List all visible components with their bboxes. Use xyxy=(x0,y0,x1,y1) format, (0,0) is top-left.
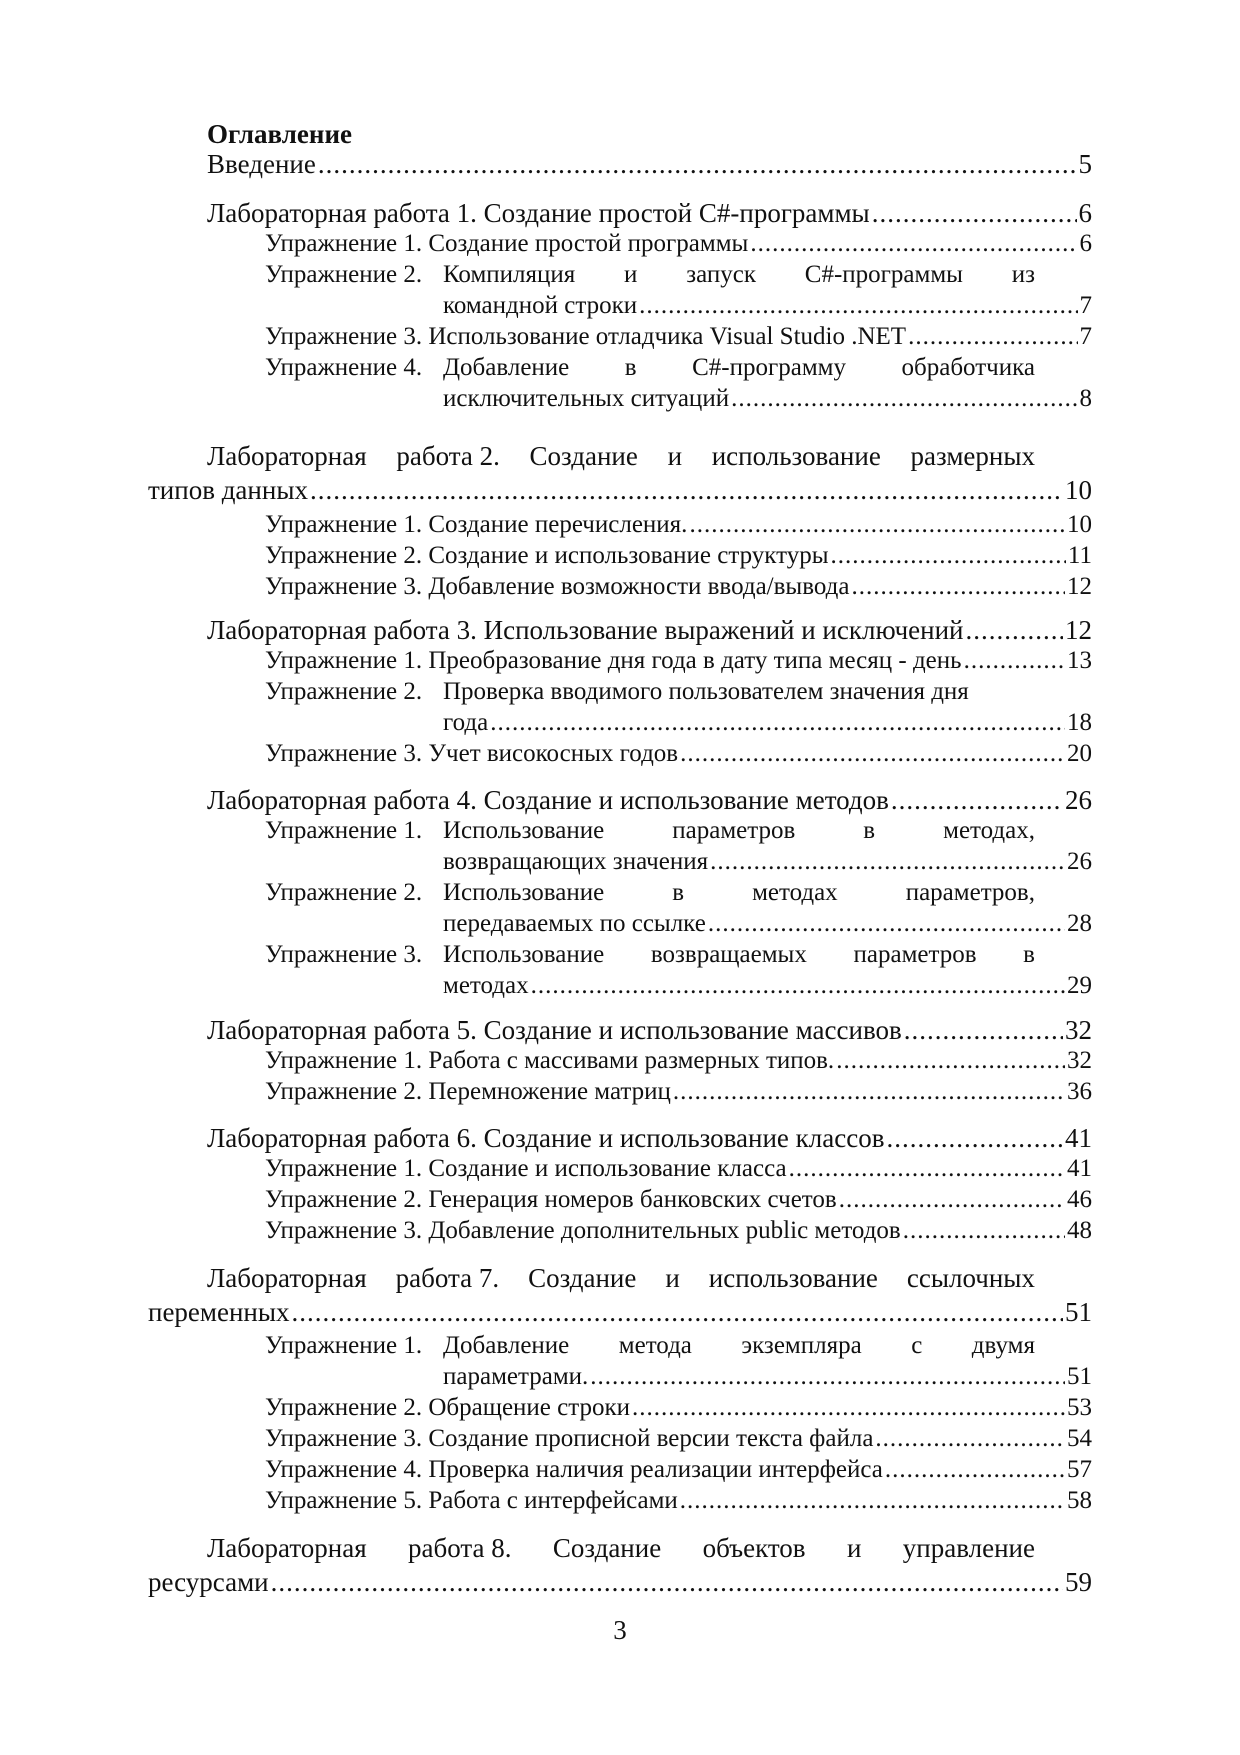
dot-leader xyxy=(966,614,1063,646)
toc-entry-lab6[interactable] xyxy=(207,1122,1092,1154)
toc-word: запуск xyxy=(686,261,756,288)
toc-entry-title: Упражнение 3. Добавление возможности ввода/вывода xyxy=(265,573,850,600)
toc-entry-lab4-ex1[interactable] xyxy=(265,815,1035,847)
toc-word: и xyxy=(665,1263,680,1293)
toc-entry-prefix: Упражнение 2. xyxy=(265,879,423,906)
toc-entry-title: Упражнение 2. Генерация номеров банковских счетов xyxy=(265,1186,837,1213)
dot-leader xyxy=(310,474,1063,506)
toc-entry-page: 26 xyxy=(1067,848,1092,875)
toc-entry-title: типов данных xyxy=(148,475,308,505)
toc-word: Создание xyxy=(528,1263,637,1293)
toc-entry-page: 41 xyxy=(1067,1155,1092,1182)
toc-entry-title: переменных xyxy=(148,1297,290,1327)
dot-leader xyxy=(731,383,1077,415)
dot-leader xyxy=(851,571,1065,603)
toc-entry-title: методах xyxy=(443,972,529,999)
toc-entry-lab4-ex2-cont[interactable] xyxy=(443,908,1092,940)
toc-entry-title: Лабораторная работа 3. Использование выражений и исключений xyxy=(207,615,964,645)
toc-word: и xyxy=(846,1533,862,1563)
toc-word: и xyxy=(624,261,638,288)
toc-entry-prefix: Упражнение 2. xyxy=(265,678,423,705)
toc-entry-page: 12 xyxy=(1067,573,1092,600)
toc-entry-page: 10 xyxy=(1065,475,1092,505)
toc-word: Использование xyxy=(443,817,605,844)
dot-leader xyxy=(908,321,1077,353)
toc-entry-page: 28 xyxy=(1067,910,1092,937)
dot-leader xyxy=(903,1215,1065,1247)
toc-entry-lab1[interactable] xyxy=(207,197,1092,229)
toc-word: Компиляция xyxy=(443,261,576,288)
toc-entry-lab5-ex2[interactable] xyxy=(265,1076,1092,1108)
dot-leader xyxy=(904,1014,1063,1046)
dot-leader xyxy=(750,228,1077,260)
toc-word: возвращаемых xyxy=(650,941,807,968)
toc-entry-lab3-ex3[interactable] xyxy=(265,738,1092,770)
toc-entry-lab5[interactable] xyxy=(207,1014,1092,1046)
toc-entry-lab2-cont[interactable] xyxy=(148,474,1092,506)
dot-leader xyxy=(632,1392,1065,1424)
toc-entry-title: параметрами. xyxy=(443,1363,589,1390)
dot-leader xyxy=(673,1076,1065,1108)
toc-word: Создание xyxy=(529,441,638,471)
toc-entry-lab3-ex2[interactable] xyxy=(265,676,1035,708)
dot-leader xyxy=(891,784,1063,816)
toc-entry-page: 26 xyxy=(1065,785,1092,815)
dot-leader xyxy=(590,1361,1065,1393)
toc-entry-lab3[interactable] xyxy=(207,614,1092,646)
toc-entry-lab4[interactable] xyxy=(207,784,1092,816)
toc-entry-lab7-cont[interactable] xyxy=(148,1296,1092,1328)
toc-entry-lab6-ex3[interactable] xyxy=(265,1215,1092,1247)
dot-leader xyxy=(875,1423,1065,1455)
toc-word: Создание xyxy=(552,1533,662,1563)
toc-entry-page: 6 xyxy=(1079,230,1092,257)
dot-leader xyxy=(831,540,1066,572)
dot-leader xyxy=(531,970,1065,1002)
toc-word: с xyxy=(911,1332,923,1359)
toc-entry-page: 5 xyxy=(1078,149,1092,179)
dot-leader xyxy=(710,846,1065,878)
toc-entry-lab2[interactable] xyxy=(207,440,1035,472)
toc-entry-title: Упражнение 1. Создание перечисления. xyxy=(265,511,688,538)
toc-word: ссылочных xyxy=(906,1263,1035,1293)
toc-entry-lab1-ex2[interactable] xyxy=(265,259,1035,291)
toc-word: в xyxy=(1023,941,1035,968)
toc-entry-page: 46 xyxy=(1067,1186,1092,1213)
toc-entry-title: Проверка вводимого пользователем значения дня xyxy=(443,678,969,705)
toc-entry-title: Упражнение 1. Работа с массивами размерных типов. xyxy=(265,1047,835,1074)
toc-word: Добавление xyxy=(443,354,570,381)
toc-heading: Оглавление xyxy=(207,119,352,149)
toc-word: Лабораторная xyxy=(207,441,367,471)
toc-entry-lab6-ex2[interactable] xyxy=(265,1184,1092,1216)
toc-entry-lab4-ex3-cont[interactable] xyxy=(443,970,1092,1002)
toc-entry-page: 32 xyxy=(1067,1047,1092,1074)
toc-word: Лабораторная xyxy=(207,1533,367,1563)
toc-entry-title: передаваемых по ссылке xyxy=(443,910,706,937)
toc-entry-lab3-ex2-cont[interactable] xyxy=(443,707,1092,739)
toc-entry-page: 7 xyxy=(1079,292,1092,319)
toc-word: в xyxy=(863,817,876,844)
toc-word: в xyxy=(672,879,685,906)
toc-entry-page: 41 xyxy=(1065,1123,1092,1153)
toc-word: Использование xyxy=(443,941,605,968)
toc-entry-page: 48 xyxy=(1067,1217,1092,1244)
toc-entry-intro[interactable] xyxy=(207,148,1092,180)
toc-word: Добавление xyxy=(443,1332,570,1359)
toc-entry-page: 59 xyxy=(1065,1567,1092,1597)
dot-leader xyxy=(318,148,1077,180)
dot-leader xyxy=(872,197,1077,229)
toc-entry-lab1-ex1[interactable] xyxy=(265,228,1092,260)
toc-word: объектов xyxy=(702,1533,806,1563)
dot-leader xyxy=(639,290,1077,322)
toc-entry-prefix: Упражнение 4. xyxy=(265,354,423,381)
toc-entry-justified-line xyxy=(443,259,1035,291)
toc-entry-page: 36 xyxy=(1067,1078,1092,1105)
toc-entry-lab7[interactable] xyxy=(207,1262,1035,1294)
toc-entry-lab1-ex4-cont[interactable] xyxy=(443,383,1092,415)
toc-entry-lab1-ex4[interactable] xyxy=(265,352,1035,384)
toc-entry-page: 7 xyxy=(1079,323,1092,350)
toc-word: C#-программу xyxy=(692,354,846,381)
toc-entry-title: Упражнение 1. Создание и использование класса xyxy=(265,1155,787,1182)
toc-word: методах xyxy=(752,879,838,906)
toc-entry-title: Упражнение 5. Работа с интерфейсами xyxy=(265,1487,678,1514)
toc-entry-lab7-ex2[interactable] xyxy=(265,1392,1092,1424)
toc-entry-title: Упражнение 2. Создание и использование структуры xyxy=(265,542,829,569)
toc-entry-title: Введение xyxy=(207,149,316,179)
toc-entry-prefix: Упражнение 2. xyxy=(265,261,423,288)
toc-entry-lab7-ex1-cont[interactable] xyxy=(443,1361,1092,1393)
dot-leader xyxy=(789,1153,1065,1185)
toc-word: методах, xyxy=(943,817,1035,844)
toc-entry-lab4-ex1-cont[interactable] xyxy=(443,846,1092,878)
toc-entry-title: Упражнение 3. Использование отладчика Visual Studio .NET xyxy=(265,323,907,350)
toc-word: работа 7. xyxy=(395,1263,500,1293)
dot-leader xyxy=(271,1566,1063,1598)
toc-word: использование xyxy=(708,1263,878,1293)
toc-entry-title: Упражнение 3. Создание прописной версии текста файла xyxy=(265,1425,874,1452)
toc-entry-lab2-ex2[interactable] xyxy=(265,540,1092,572)
toc-entry-page: 57 xyxy=(1067,1456,1092,1483)
toc-word: и xyxy=(667,441,683,471)
toc-entry-page: 20 xyxy=(1067,740,1092,767)
toc-word: управление xyxy=(902,1533,1035,1563)
toc-entry-lab2-ex1[interactable] xyxy=(265,509,1092,541)
toc-word: работа 2. xyxy=(396,441,500,471)
dot-leader xyxy=(292,1296,1063,1328)
toc-word: в xyxy=(624,354,637,381)
toc-entry-page: 53 xyxy=(1067,1394,1092,1421)
toc-entry-lab4-ex2[interactable] xyxy=(265,877,1035,909)
toc-entry-page: 6 xyxy=(1078,198,1092,228)
toc-entry-title: года xyxy=(443,709,489,736)
toc-entry-lab8[interactable] xyxy=(207,1532,1035,1564)
toc-entry-page: 13 xyxy=(1067,647,1092,674)
toc-entry-justified-line xyxy=(443,877,1035,909)
toc-word: Лабораторная xyxy=(207,1263,367,1293)
toc-word: использование xyxy=(711,441,881,471)
toc-entry-title: Упражнение 2. Обращение строки xyxy=(265,1394,631,1421)
toc-entry-title: возвращающих значения xyxy=(443,848,709,875)
page-number: 3 xyxy=(613,1615,627,1645)
toc-entry-justified-line xyxy=(443,939,1035,971)
toc-entry-page: 12 xyxy=(1065,615,1092,645)
toc-entry-lab1-ex3[interactable] xyxy=(265,321,1092,353)
toc-word: работа 8. xyxy=(408,1533,512,1563)
toc-entry-lab3-ex1[interactable] xyxy=(265,645,1092,677)
toc-entry-title: Лабораторная работа 6. Создание и использование классов xyxy=(207,1123,885,1153)
toc-entry-page: 11 xyxy=(1067,542,1092,569)
toc-entry-title: командной строки xyxy=(443,292,638,319)
toc-word: параметров xyxy=(853,941,977,968)
toc-entry-page: 32 xyxy=(1065,1015,1092,1045)
toc-entry-title: Упражнение 4. Проверка наличия реализации интерфейса xyxy=(265,1456,883,1483)
toc-entry-page: 58 xyxy=(1067,1487,1092,1514)
toc-entry-prefix: Упражнение 1. xyxy=(265,817,423,844)
toc-word: параметров xyxy=(672,817,796,844)
toc-entry-page: 51 xyxy=(1065,1297,1092,1327)
toc-entry-lab8-cont[interactable] xyxy=(148,1566,1092,1598)
toc-entry-page: 10 xyxy=(1067,511,1092,538)
toc-entry-title: Упражнение 3. Добавление дополнительных public методов xyxy=(265,1217,901,1244)
toc-entry-title: Упражнение 3. Учет високосных годов xyxy=(265,740,679,767)
toc-entry-lab6-ex1[interactable] xyxy=(265,1153,1092,1185)
toc-entry-lab5-ex1[interactable] xyxy=(265,1045,1092,1077)
toc-word: из xyxy=(1011,261,1035,288)
toc-word: C#-программы xyxy=(804,261,963,288)
toc-entry-justified-line xyxy=(443,352,1035,384)
toc-entry-page: 8 xyxy=(1079,385,1092,412)
dot-leader xyxy=(490,707,1065,739)
toc-entry-lab1-ex2-cont[interactable] xyxy=(443,290,1092,322)
toc-entry-lab4-ex3[interactable] xyxy=(265,939,1035,971)
dot-leader xyxy=(836,1045,1065,1077)
toc-entry-lab2-ex3[interactable] xyxy=(265,571,1092,603)
toc-entry-title: Упражнение 1. Создание простой программы xyxy=(265,230,749,257)
toc-word: двумя xyxy=(971,1332,1035,1359)
toc-entry-page: 18 xyxy=(1067,709,1092,736)
toc-entry-title: Лабораторная работа 1. Создание простой C#-программы xyxy=(207,198,870,228)
toc-entry-page: 29 xyxy=(1067,972,1092,999)
toc-entry-prefix: Упражнение 3. xyxy=(265,941,423,968)
toc-word: Использование xyxy=(443,879,605,906)
toc-word: параметров, xyxy=(905,879,1035,906)
toc-entry-justified-line xyxy=(443,1330,1035,1362)
toc-entry-lab7-ex4[interactable] xyxy=(265,1454,1092,1486)
toc-entry-page: 54 xyxy=(1067,1425,1092,1452)
toc-word: экземпляра xyxy=(741,1332,862,1359)
toc-entry-lab7-ex1[interactable] xyxy=(265,1330,1035,1362)
toc-entry-title: Лабораторная работа 4. Создание и использование методов xyxy=(207,785,889,815)
dot-leader xyxy=(708,908,1065,940)
toc-word: размерных xyxy=(910,441,1035,471)
dot-leader xyxy=(964,645,1065,677)
toc-entry-page: 51 xyxy=(1067,1363,1092,1390)
toc-word: обработчика xyxy=(901,354,1035,381)
dot-leader xyxy=(680,1485,1065,1517)
dot-leader xyxy=(689,509,1065,541)
toc-entry-prefix: Упражнение 1. xyxy=(265,1332,423,1359)
dot-leader xyxy=(839,1184,1065,1216)
toc-entry-title: Упражнение 2. Перемножение матриц xyxy=(265,1078,671,1105)
dot-leader xyxy=(885,1454,1065,1486)
toc-word: метода xyxy=(618,1332,692,1359)
dot-leader xyxy=(680,738,1065,770)
toc-entry-title: ресурсами xyxy=(148,1567,269,1597)
toc-entry-title: Лабораторная работа 5. Создание и использование массивов xyxy=(207,1015,902,1045)
toc-entry-lab7-ex5[interactable] xyxy=(265,1485,1092,1517)
dot-leader xyxy=(886,1122,1063,1154)
toc-entry-justified-line xyxy=(443,815,1035,847)
toc-entry-title: исключительных ситуаций xyxy=(443,385,730,412)
toc-entry-lab7-ex3[interactable] xyxy=(265,1423,1092,1455)
toc-entry-title: Упражнение 1. Преобразование дня года в дату типа месяц - день xyxy=(265,647,962,674)
